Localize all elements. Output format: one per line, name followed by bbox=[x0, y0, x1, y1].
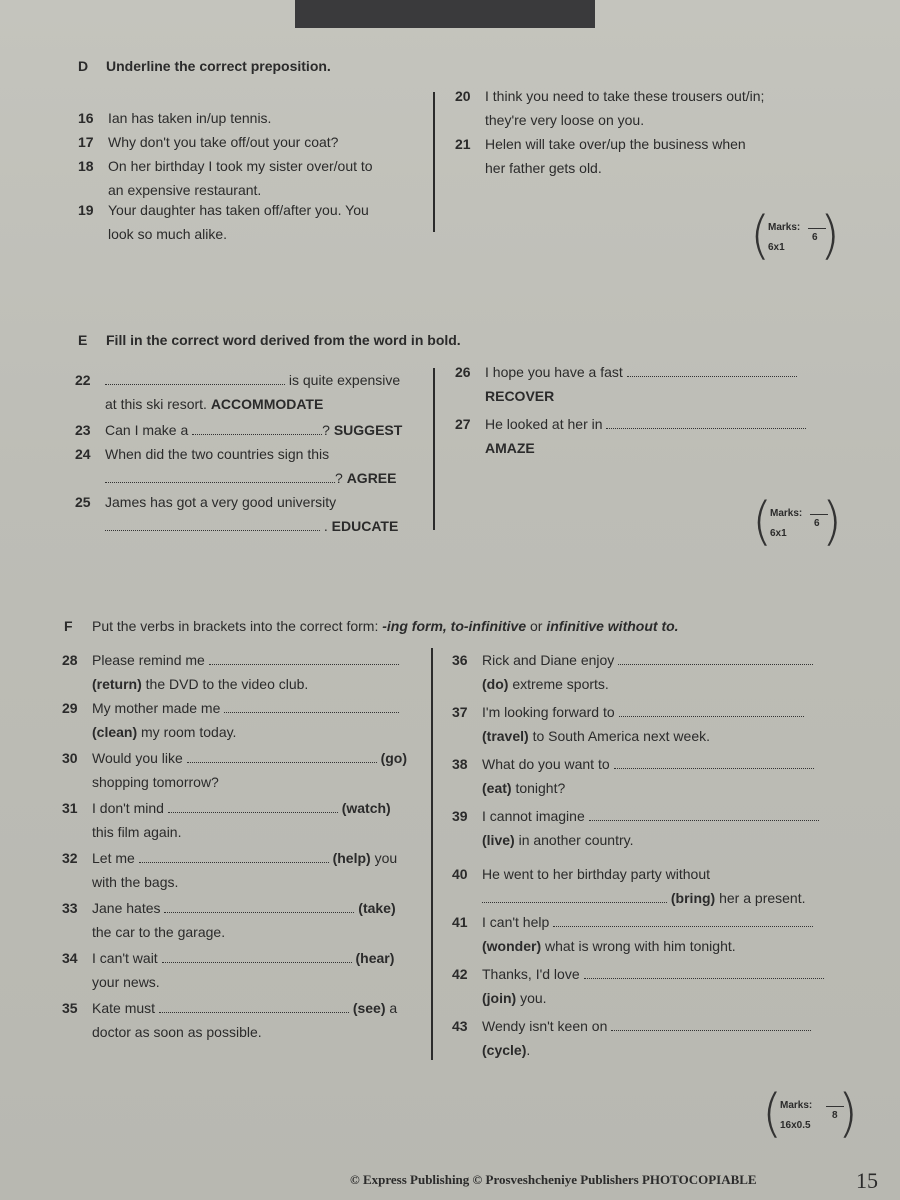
answer-blank[interactable] bbox=[168, 798, 338, 813]
item-37: 37 I'm looking forward to (travel) to South America next week. bbox=[452, 700, 852, 748]
answer-blank[interactable] bbox=[627, 362, 797, 377]
copyright-footer: © Express Publishing © Prosveshcheniye Publishers PHOTOCOPIABLE bbox=[350, 1172, 757, 1187]
item-27: 27 He looked at her in AMAZE bbox=[455, 412, 855, 460]
item-33: 33 Jane hates (take) the car to the garage. bbox=[62, 900, 396, 940]
answer-blank[interactable] bbox=[139, 848, 329, 863]
item-22: 22 is quite expensive at this ski resort. ACCOMMODATE bbox=[75, 372, 401, 412]
answer-blank[interactable] bbox=[105, 468, 335, 483]
column-divider bbox=[433, 92, 435, 232]
item-39: 39 I cannot imagine (live) in another country. bbox=[452, 804, 852, 852]
item-25: 25 James has got a very good university . EDUCATE bbox=[75, 494, 399, 534]
item-40: 40 He went to her birthday party without (bring) her a present. bbox=[452, 866, 806, 906]
answer-blank[interactable] bbox=[614, 754, 814, 769]
column-divider bbox=[433, 368, 435, 530]
answer-blank[interactable] bbox=[584, 964, 824, 979]
item-32: 32 Let me (help) you with the bags. bbox=[62, 850, 398, 890]
answer-blank[interactable] bbox=[618, 650, 813, 665]
answer-blank[interactable] bbox=[553, 912, 813, 927]
marks-box-d: ( Marks: 6 6x1 ) bbox=[750, 206, 840, 266]
binder-tab bbox=[295, 0, 595, 28]
item-42: 42 Thanks, I'd love (join) you. bbox=[452, 962, 854, 1010]
answer-blank[interactable] bbox=[192, 420, 322, 435]
page-number: 15 bbox=[856, 1168, 878, 1193]
item-21: 21 Helen will take over/up the business when her father gets old. bbox=[455, 136, 746, 176]
item-28: 28 Please remind me (return) the DVD to the video club. bbox=[62, 648, 424, 696]
answer-blank[interactable] bbox=[187, 748, 377, 763]
item-38: 38 What do you want to (eat) tonight? bbox=[452, 752, 852, 800]
answer-blank[interactable] bbox=[209, 650, 399, 665]
answer-blank[interactable] bbox=[224, 698, 399, 713]
item-30: 30 Would you like (go) shopping tomorrow? bbox=[62, 750, 408, 790]
item-43: 43 Wendy isn't keen on (cycle). bbox=[452, 1014, 854, 1062]
answer-blank[interactable] bbox=[606, 414, 806, 429]
item-34: 34 I can't wait (hear) your news. bbox=[62, 950, 395, 990]
item-29: 29 My mother made me (clean) my room today. bbox=[62, 696, 424, 744]
answer-blank[interactable] bbox=[105, 516, 320, 531]
item-19: 19 Your daughter has taken off/after you. You look so much alike. bbox=[78, 202, 369, 242]
section-d-heading: D Underline the correct preposition. bbox=[78, 58, 331, 74]
worksheet-page: D Underline the correct preposition. 16 Ian has taken in/up tennis. 17 Why don't you take off/out your coat? 18 On her birthday I took my sister over/out to an expensive restaurant. 19 Your daughter has taken off/after you. You look so much alike. 20 I think you need to take these trousers out/in; they're very loose on you. 21 Helen will take over/up the business when her father gets old. ( Marks: 6 6x1 ) E Fill in the correct word derived from the word in bold. 22 is quite expensive at this ski resort. ACCOMMODATE 23 Can I make a ? SUGGEST 24 When did the two countries sign this ? AGREE 25 James has got a very good university . EDUCATE 26 I hope you have a fast RECOVER 27 He looked at her in AMAZE ( Marks: 6 6x1 ) F Put the verbs in brackets into the correct form: -ing form, to-infinitive or infinitive without to. 28 Please remind me (return) the DVD to the video club. 29 My mother made me (clean) my room today. 30 Would you like (go) shopping tomorrow? 31 I don't mind (watch) this film again. 32 Let me (help) you with the bags. 33 Jane hates (take) the car to the garage. 34 I can't wait (hear) your news. 35 Kate must (see) a doctor as soon as possible. 36 Rick and Diane enjoy (do) extreme sports. 37 I'm looking forward to (travel) to South America next week. 38 What do you want to (eat) tonight? 39 I cannot imagine (live) in another country. 40 He went to her birthday party without (bring) her a present. 41 I can't help (wonder) what is wrong with him tonight. 42 Thanks, I'd love (join) you. 43 Wendy isn't keen on (cycle). ( Marks: 8 16x0.5 ) © Express Publishing © Prosveshcheniye Publishers PHOTOCOPIABLE 15 bbox=[0, 0, 900, 1200]
item-18: 18 On her birthday I took my sister over/out to an expensive restaurant. bbox=[78, 158, 373, 198]
item-35: 35 Kate must (see) a doctor as soon as possible. bbox=[62, 1000, 398, 1040]
answer-blank[interactable] bbox=[105, 370, 285, 385]
item-36: 36 Rick and Diane enjoy (do) extreme sports. bbox=[452, 648, 852, 696]
answer-blank[interactable] bbox=[589, 806, 819, 821]
answer-blank[interactable] bbox=[164, 898, 354, 913]
item-24: 24 When did the two countries sign this ? AGREE bbox=[75, 446, 397, 486]
answer-blank[interactable] bbox=[611, 1016, 811, 1031]
answer-blank[interactable] bbox=[162, 948, 352, 963]
item-31: 31 I don't mind (watch) this film again. bbox=[62, 800, 391, 840]
marks-box-e: ( Marks: 6 6x1 ) bbox=[752, 492, 842, 552]
answer-blank[interactable] bbox=[159, 998, 349, 1013]
section-f-heading: F Put the verbs in brackets into the correct form: -ing form, to-infinitive or infinitive without to. bbox=[64, 618, 679, 634]
answer-blank[interactable] bbox=[619, 702, 804, 717]
item-20: 20 I think you need to take these trousers out/in; they're very loose on you. bbox=[455, 88, 765, 128]
marks-box-f: ( Marks: 8 16x0.5 ) bbox=[762, 1084, 858, 1144]
column-divider bbox=[431, 648, 433, 1060]
item-26: 26 I hope you have a fast RECOVER bbox=[455, 360, 855, 408]
item-41: 41 I can't help (wonder) what is wrong with him tonight. bbox=[452, 910, 854, 958]
answer-blank[interactable] bbox=[482, 888, 667, 903]
section-e-heading: E Fill in the correct word derived from the word in bold. bbox=[78, 332, 461, 348]
